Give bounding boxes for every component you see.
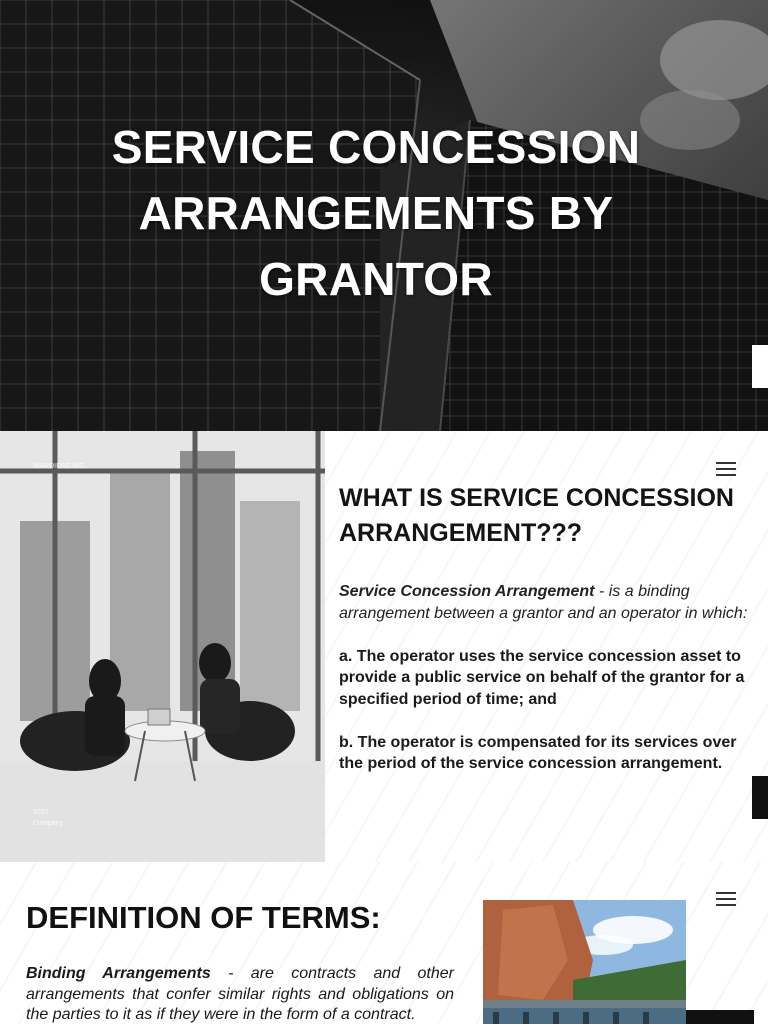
photo-overlay-year: 2022 [33,809,49,816]
terms-body [26,964,454,1024]
terms-slide [0,862,768,1024]
office-meeting-photo [0,431,325,862]
cliff-landscape-photo [483,900,686,1024]
hamburger-menu-icon[interactable] [716,462,736,476]
corner-accent-block [686,1010,754,1024]
point-a: a. The operator uses the service concession asset to provide a public service on behalf of the grantor for a specified period of time; and [339,647,745,708]
definition-term: Service Concession Arrangement [339,583,595,600]
point-b: b. The operator is compensated for its services over the period of the service concession arrangement. [339,733,737,772]
photo-overlay-label: WARDIERE INC. [33,463,87,470]
term-name: Binding Arrangements [26,965,211,982]
definition-text: - is a binding arrangement between a grantor and an operator in which: [339,583,748,622]
photo-overlay-company: Company [33,820,63,827]
definition-slide [0,431,768,862]
term-definition: - are contracts and other arrangements that confer similar rights and obligations on the parties to it as if they were in the form of a contract. [26,965,454,1023]
definition-content [325,431,768,862]
side-tab-marker [752,776,768,819]
hamburger-menu-icon[interactable] [716,892,736,906]
section-heading: WHAT IS SERVICE CONCESSION ARRANGEMENT??? [339,484,734,547]
definition-body [339,581,759,796]
slide-title: SERVICE CONCESSION ARRANGEMENTS BY GRANTOR [111,121,641,305]
terms-heading: DEFINITION OF TERMS: [26,900,381,935]
side-tab-marker [752,345,768,388]
title-slide [0,0,768,431]
